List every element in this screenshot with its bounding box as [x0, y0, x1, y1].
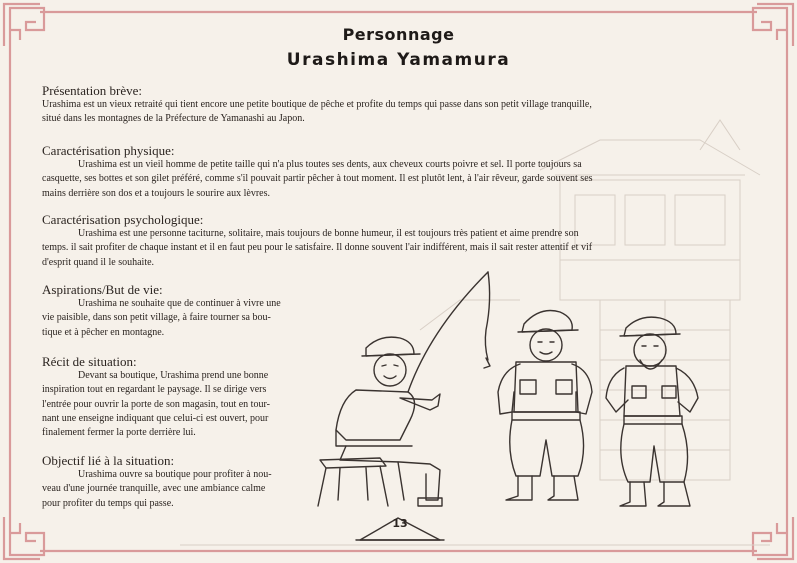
section-line: l'entrée pour ouvrir la porte de son magasin, tout en tour- — [42, 398, 270, 410]
section-heading: Présentation brève: — [42, 83, 142, 98]
standing-man-center-figure — [498, 311, 592, 501]
section-line: Urashima est une personne taciturne, solitaire, mais toujours de bonne humeur, il est toujours très patient et aime prendre son — [78, 228, 579, 239]
section-line: Urashima est un vieux retraité qui tient encore une petite boutique de pêche et profite du temps qui passe dans son petit village tranquille, — [42, 99, 592, 110]
character-name: Urashima Yamamura — [286, 50, 511, 70]
section-line: mains derrière son dos et a toujours le sourire aux lèvres. — [42, 187, 270, 199]
section-heading: Aspirations/But de vie: — [42, 282, 163, 297]
section-line: d'esprit quand il le souhaite. — [42, 256, 155, 268]
seated-fisherman-figure — [318, 337, 442, 506]
section-psychological — [42, 212, 702, 270]
section-line: nant une enseigne indiquant que celui-ci est ouvert, pour — [42, 412, 269, 424]
title-block — [0, 24, 797, 72]
page-title: Personnage — [342, 25, 455, 44]
section-line: Urashima ne souhaite que de continuer à vivre une — [78, 298, 281, 309]
section-line: Devant sa boutique, Urashima prend une bonne — [78, 370, 269, 381]
section-heading: Caractérisation psychologique: — [42, 212, 204, 227]
fishing-rod-icon — [408, 272, 490, 392]
section-objective — [42, 453, 312, 511]
section-line: finalement fermer la porte derrière lui. — [42, 427, 196, 439]
section-line: Urashima ouvre sa boutique pour profiter à nou- — [78, 469, 272, 480]
section-line: vie paisible, dans son petit village, à faire tourner sa bou- — [42, 312, 271, 324]
section-line: situé dans les montagnes de la Préfecture de Yamanashi au Japon. — [42, 113, 305, 125]
page-number: 13 — [392, 517, 408, 530]
section-situation — [42, 354, 312, 440]
section-presentation — [42, 83, 702, 127]
section-line: pour profiter du temps qui passe. — [42, 497, 174, 509]
section-line: casquette, ses bottes et son gilet préféré, comme s'il pouvait partir pêcher à tout moment. Il est plutôt lent, à l'air rêveur, garde souvent ses — [42, 173, 593, 185]
section-line: inspiration tout en regardant le paysage. Il se dirige vers — [42, 384, 267, 396]
section-aspirations — [42, 282, 312, 340]
section-line: veau d'une journée tranquille, avec une ambiance calme — [42, 483, 266, 495]
standing-man-right-figure — [606, 317, 698, 506]
section-line: Urashima est un vieil homme de petite taille qui n'a plus toutes ses dents, aux cheveux courts poivre et sel. Il porte toujours sa — [78, 159, 582, 170]
section-physical — [42, 143, 702, 201]
section-line: tique et à pêcher en montagne. — [42, 326, 165, 338]
section-heading: Objectif lié à la situation: — [42, 453, 175, 468]
section-heading: Caractérisation physique: — [42, 143, 175, 158]
section-heading: Récit de situation: — [42, 354, 137, 369]
section-line: temps. il sait profiter de chaque instant et il en faut peu pour le satisfaire. Il donne souvent l'air indifférent, mais il sait rester attentif et vif — [42, 242, 593, 254]
